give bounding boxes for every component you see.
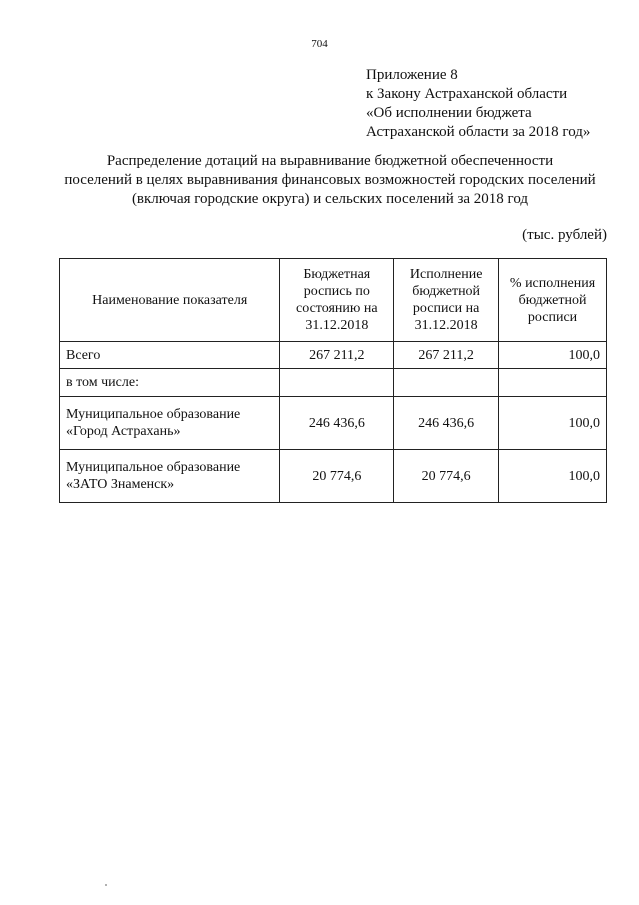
row-name [60,342,280,369]
appendix-line: к Закону Астраханской области [366,86,568,102]
row-budget: 267 211,2 [280,342,394,369]
table-row [60,450,607,503]
title-line: поселений в целях выравнивания финансовых возможностей городских поселений [64,172,596,188]
appendix-line: «Об исполнении бюджета [366,105,532,121]
row-execution: 20 774,6 [394,450,499,503]
header-execution-line: бюджетной [412,284,481,299]
units-label: (тыс. рублей) [522,227,607,243]
scan-speck [105,884,107,886]
budget-table [59,258,607,503]
row-execution [394,369,499,397]
header-budget [280,259,394,342]
table-row-subheading [60,369,607,397]
row-name-line: Муниципальное образование [66,407,241,422]
row-name-line: «ЗАТО Знаменск» [66,477,175,492]
page-number: 704 [311,38,328,50]
table-row-total [60,342,607,369]
header-budget-line: состоянию на [296,301,378,316]
header-name-text: Наименование показателя [92,292,248,308]
row-name-line: «Город Астрахань» [66,424,181,439]
header-percent-line: % исполнения [509,275,596,291]
row-budget: 246 436,6 [280,397,394,450]
header-budget-line: 31.12.2018 [305,318,369,333]
row-name-line: Всего [66,347,101,363]
row-budget [280,369,394,397]
header-execution-line: 31.12.2018 [414,318,478,333]
header-execution-line: Исполнение [409,267,483,282]
header-budget-line: роспись по [303,284,370,299]
title-line: (включая городские округа) и сельских поселений за 2018 год [131,191,529,207]
header-budget-line: Бюджетная [303,267,371,282]
row-percent: 100,0 [499,450,607,503]
row-execution: 267 211,2 [394,342,499,369]
header-percent-line: бюджетной [518,292,587,308]
row-budget: 20 774,6 [280,450,394,503]
row-name [60,397,280,450]
appendix-line: Приложение 8 [366,67,458,83]
row-name-line: в том числе: [66,375,139,390]
row-name-line: Муниципальное образование [66,460,241,475]
row-execution: 246 436,6 [394,397,499,450]
row-name [60,369,280,397]
title-line: Распределение дотаций на выравнивание бюджетной обеспеченности [106,153,554,169]
table-row [60,397,607,450]
header-percent-line: росписи [527,309,578,325]
row-percent [499,369,607,397]
appendix-block [366,66,590,142]
row-name [60,450,280,503]
appendix-line: Астраханской области за 2018 год» [366,124,591,140]
header-percent [499,259,607,342]
row-percent: 100,0 [499,342,607,369]
row-percent: 100,0 [499,397,607,450]
header-execution [394,259,499,342]
header-name [60,259,280,342]
header-execution-line: росписи на [412,301,480,316]
document-title [50,152,610,209]
table-header-row [60,259,607,342]
